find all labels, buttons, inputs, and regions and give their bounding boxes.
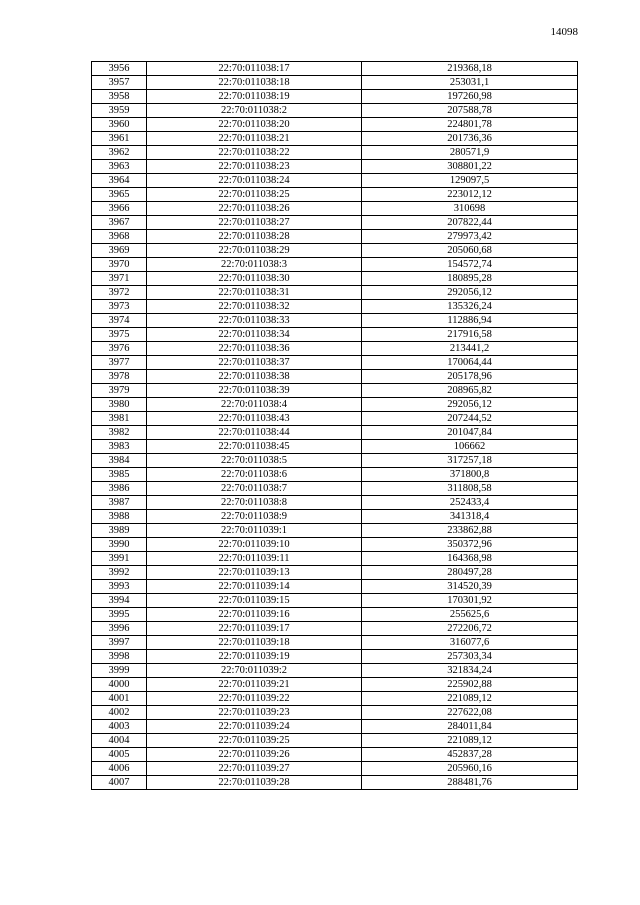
row-number-cell: 3969 <box>92 244 147 258</box>
row-number-cell: 3997 <box>92 636 147 650</box>
table-row <box>92 454 578 468</box>
table-row <box>92 650 578 664</box>
table-row <box>92 76 578 90</box>
table-row <box>92 272 578 286</box>
row-number-cell: 3990 <box>92 538 147 552</box>
row-number-cell: 3991 <box>92 552 147 566</box>
cadastral-value-cell: 255625,6 <box>362 608 578 622</box>
cadastral-value-cell: 371800,8 <box>362 468 578 482</box>
cadastral-number-cell: 22:70:011038:25 <box>147 188 362 202</box>
row-number-cell: 3959 <box>92 104 147 118</box>
row-number-cell: 3960 <box>92 118 147 132</box>
row-number-cell: 3995 <box>92 608 147 622</box>
table-row <box>92 160 578 174</box>
row-number-cell: 3993 <box>92 580 147 594</box>
row-number-cell: 4006 <box>92 762 147 776</box>
cadastral-value-cell: 201047,84 <box>362 426 578 440</box>
row-number-cell: 3989 <box>92 524 147 538</box>
cadastral-number-cell: 22:70:011038:27 <box>147 216 362 230</box>
cadastral-number-cell: 22:70:011039:27 <box>147 762 362 776</box>
cadastral-value-cell: 217916,58 <box>362 328 578 342</box>
table-row <box>92 104 578 118</box>
table-row <box>92 244 578 258</box>
cadastral-value-cell: 452837,28 <box>362 748 578 762</box>
row-number-cell: 3988 <box>92 510 147 524</box>
cadastral-value-cell: 219368,18 <box>362 62 578 76</box>
table-row <box>92 440 578 454</box>
cadastral-number-cell: 22:70:011038:37 <box>147 356 362 370</box>
cadastral-value-cell: 314520,39 <box>362 580 578 594</box>
cadastral-value-cell: 292056,12 <box>362 286 578 300</box>
cadastral-number-cell: 22:70:011039:23 <box>147 706 362 720</box>
row-number-cell: 3985 <box>92 468 147 482</box>
row-number-cell: 3998 <box>92 650 147 664</box>
cadastral-value-cell: 308801,22 <box>362 160 578 174</box>
table-body <box>92 62 578 790</box>
row-number-cell: 4007 <box>92 776 147 790</box>
table-row <box>92 622 578 636</box>
row-number-cell: 3961 <box>92 132 147 146</box>
row-number-cell: 4000 <box>92 678 147 692</box>
row-number-cell: 3962 <box>92 146 147 160</box>
cadastral-value-cell: 170301,92 <box>362 594 578 608</box>
cadastral-number-cell: 22:70:011038:31 <box>147 286 362 300</box>
row-number-cell: 3975 <box>92 328 147 342</box>
row-number-cell: 3976 <box>92 342 147 356</box>
cadastral-number-cell: 22:70:011038:6 <box>147 468 362 482</box>
cadastral-value-cell: 201736,36 <box>362 132 578 146</box>
cadastral-value-cell: 279973,42 <box>362 230 578 244</box>
row-number-cell: 3968 <box>92 230 147 244</box>
table-row <box>92 118 578 132</box>
cadastral-value-cell: 280497,28 <box>362 566 578 580</box>
row-number-cell: 3982 <box>92 426 147 440</box>
table-row <box>92 496 578 510</box>
cadastral-number-cell: 22:70:011039:26 <box>147 748 362 762</box>
cadastral-number-cell: 22:70:011038:26 <box>147 202 362 216</box>
cadastral-number-cell: 22:70:011038:9 <box>147 510 362 524</box>
table-row <box>92 356 578 370</box>
cadastral-number-cell: 22:70:011038:19 <box>147 90 362 104</box>
cadastral-number-cell: 22:70:011038:45 <box>147 440 362 454</box>
cadastral-number-cell: 22:70:011039:22 <box>147 692 362 706</box>
cadastral-number-cell: 22:70:011038:43 <box>147 412 362 426</box>
cadastral-value-cell: 207822,44 <box>362 216 578 230</box>
row-number-cell: 3967 <box>92 216 147 230</box>
cadastral-number-cell: 22:70:011038:39 <box>147 384 362 398</box>
cadastral-value-cell: 205060,68 <box>362 244 578 258</box>
cadastral-number-cell: 22:70:011039:13 <box>147 566 362 580</box>
cadastral-number-cell: 22:70:011039:24 <box>147 720 362 734</box>
table-row <box>92 188 578 202</box>
table-row <box>92 664 578 678</box>
table-row <box>92 426 578 440</box>
cadastral-number-cell: 22:70:011039:28 <box>147 776 362 790</box>
cadastral-number-cell: 22:70:011038:33 <box>147 314 362 328</box>
row-number-cell: 3958 <box>92 90 147 104</box>
cadastral-number-cell: 22:70:011039:10 <box>147 538 362 552</box>
cadastral-number-cell: 22:70:011038:2 <box>147 104 362 118</box>
cadastral-number-cell: 22:70:011038:36 <box>147 342 362 356</box>
row-number-cell: 3987 <box>92 496 147 510</box>
row-number-cell: 3986 <box>92 482 147 496</box>
table-row <box>92 734 578 748</box>
cadastral-number-cell: 22:70:011039:17 <box>147 622 362 636</box>
cadastral-value-cell: 321834,24 <box>362 664 578 678</box>
table-row <box>92 384 578 398</box>
table-row <box>92 566 578 580</box>
cadastral-value-cell: 253031,1 <box>362 76 578 90</box>
row-number-cell: 3999 <box>92 664 147 678</box>
table-row <box>92 398 578 412</box>
cadastral-value-cell: 106662 <box>362 440 578 454</box>
cadastral-value-cell: 154572,74 <box>362 258 578 272</box>
row-number-cell: 3983 <box>92 440 147 454</box>
table-row <box>92 776 578 790</box>
cadastral-value-cell: 207588,78 <box>362 104 578 118</box>
table-row <box>92 328 578 342</box>
cadastral-number-cell: 22:70:011038:4 <box>147 398 362 412</box>
table-row <box>92 132 578 146</box>
table-row <box>92 608 578 622</box>
cadastral-value-cell: 208965,82 <box>362 384 578 398</box>
cadastral-value-cell: 311808,58 <box>362 482 578 496</box>
row-number-cell: 3980 <box>92 398 147 412</box>
table-row <box>92 510 578 524</box>
cadastral-value-cell: 180895,28 <box>362 272 578 286</box>
cadastral-value-cell: 221089,12 <box>362 734 578 748</box>
table-row <box>92 678 578 692</box>
cadastral-value-cell: 223012,12 <box>362 188 578 202</box>
cadastral-value-cell: 272206,72 <box>362 622 578 636</box>
cadastral-value-cell: 135326,24 <box>362 300 578 314</box>
table-row <box>92 62 578 76</box>
row-number-cell: 4005 <box>92 748 147 762</box>
table-row <box>92 202 578 216</box>
table-row <box>92 90 578 104</box>
cadastral-value-cell: 257303,34 <box>362 650 578 664</box>
cadastral-value-cell: 205960,16 <box>362 762 578 776</box>
cadastral-number-cell: 22:70:011038:38 <box>147 370 362 384</box>
cadastral-value-cell: 233862,88 <box>362 524 578 538</box>
cadastral-number-cell: 22:70:011038:34 <box>147 328 362 342</box>
row-number-cell: 3957 <box>92 76 147 90</box>
row-number-cell: 3974 <box>92 314 147 328</box>
cadastral-number-cell: 22:70:011038:22 <box>147 146 362 160</box>
cadastral-number-cell: 22:70:011038:28 <box>147 230 362 244</box>
cadastral-value-cell: 252433,4 <box>362 496 578 510</box>
cadastral-number-cell: 22:70:011039:19 <box>147 650 362 664</box>
cadastral-value-cell: 316077,6 <box>362 636 578 650</box>
cadastral-value-cell: 227622,08 <box>362 706 578 720</box>
table-row <box>92 720 578 734</box>
cadastral-value-cell: 170064,44 <box>362 356 578 370</box>
table-row <box>92 762 578 776</box>
row-number-cell: 3977 <box>92 356 147 370</box>
cadastral-value-cell: 225902,88 <box>362 678 578 692</box>
row-number-cell: 3992 <box>92 566 147 580</box>
cadastral-value-cell: 350372,96 <box>362 538 578 552</box>
row-number-cell: 3970 <box>92 258 147 272</box>
table-row <box>92 748 578 762</box>
table-row <box>92 370 578 384</box>
row-number-cell: 3963 <box>92 160 147 174</box>
row-number-cell: 3972 <box>92 286 147 300</box>
cadastral-value-cell: 197260,98 <box>362 90 578 104</box>
cadastral-number-cell: 22:70:011038:8 <box>147 496 362 510</box>
row-number-cell: 3971 <box>92 272 147 286</box>
table-row <box>92 580 578 594</box>
cadastral-value-cell: 224801,78 <box>362 118 578 132</box>
cadastral-number-cell: 22:70:011039:18 <box>147 636 362 650</box>
cadastral-value-table <box>91 61 578 790</box>
row-number-cell: 3981 <box>92 412 147 426</box>
row-number-cell: 3979 <box>92 384 147 398</box>
cadastral-number-cell: 22:70:011038:18 <box>147 76 362 90</box>
row-number-cell: 3966 <box>92 202 147 216</box>
row-number-cell: 3984 <box>92 454 147 468</box>
cadastral-value-cell: 221089,12 <box>362 692 578 706</box>
cadastral-number-cell: 22:70:011038:7 <box>147 482 362 496</box>
table-row <box>92 230 578 244</box>
table-row <box>92 552 578 566</box>
table-row <box>92 482 578 496</box>
cadastral-number-cell: 22:70:011038:23 <box>147 160 362 174</box>
cadastral-value-cell: 280571,9 <box>362 146 578 160</box>
row-number-cell: 4002 <box>92 706 147 720</box>
table-row <box>92 258 578 272</box>
table-row <box>92 538 578 552</box>
cadastral-value-cell: 288481,76 <box>362 776 578 790</box>
cadastral-value-cell: 284011,84 <box>362 720 578 734</box>
cadastral-value-cell: 310698 <box>362 202 578 216</box>
row-number-cell: 3996 <box>92 622 147 636</box>
cadastral-number-cell: 22:70:011039:21 <box>147 678 362 692</box>
cadastral-number-cell: 22:70:011039:11 <box>147 552 362 566</box>
cadastral-number-cell: 22:70:011038:29 <box>147 244 362 258</box>
table-row <box>92 174 578 188</box>
table-row <box>92 146 578 160</box>
cadastral-number-cell: 22:70:011038:3 <box>147 258 362 272</box>
cadastral-number-cell: 22:70:011038:17 <box>147 62 362 76</box>
cadastral-number-cell: 22:70:011039:15 <box>147 594 362 608</box>
table-row <box>92 524 578 538</box>
cadastral-number-cell: 22:70:011038:5 <box>147 454 362 468</box>
cadastral-number-cell: 22:70:011039:25 <box>147 734 362 748</box>
table-row <box>92 706 578 720</box>
cadastral-number-cell: 22:70:011039:1 <box>147 524 362 538</box>
cadastral-value-cell: 129097,5 <box>362 174 578 188</box>
table-row <box>92 314 578 328</box>
row-number-cell: 3973 <box>92 300 147 314</box>
row-number-cell: 3964 <box>92 174 147 188</box>
cadastral-value-cell: 164368,98 <box>362 552 578 566</box>
cadastral-value-cell: 317257,18 <box>362 454 578 468</box>
table-row <box>92 412 578 426</box>
cadastral-value-cell: 207244,52 <box>362 412 578 426</box>
cadastral-number-cell: 22:70:011038:44 <box>147 426 362 440</box>
cadastral-number-cell: 22:70:011039:2 <box>147 664 362 678</box>
table-row <box>92 342 578 356</box>
table-row <box>92 216 578 230</box>
cadastral-number-cell: 22:70:011039:16 <box>147 608 362 622</box>
row-number-cell: 4004 <box>92 734 147 748</box>
table-row <box>92 636 578 650</box>
table-row <box>92 286 578 300</box>
cadastral-value-cell: 341318,4 <box>362 510 578 524</box>
cadastral-value-cell: 112886,94 <box>362 314 578 328</box>
cadastral-number-cell: 22:70:011038:20 <box>147 118 362 132</box>
row-number-cell: 3978 <box>92 370 147 384</box>
row-number-cell: 3956 <box>92 62 147 76</box>
table-row <box>92 594 578 608</box>
row-number-cell: 3994 <box>92 594 147 608</box>
cadastral-number-cell: 22:70:011039:14 <box>147 580 362 594</box>
page-number: 14098 <box>550 26 578 38</box>
cadastral-number-cell: 22:70:011038:32 <box>147 300 362 314</box>
cadastral-number-cell: 22:70:011038:30 <box>147 272 362 286</box>
table-row <box>92 468 578 482</box>
table-row <box>92 692 578 706</box>
row-number-cell: 3965 <box>92 188 147 202</box>
table-row <box>92 300 578 314</box>
cadastral-number-cell: 22:70:011038:24 <box>147 174 362 188</box>
cadastral-value-cell: 205178,96 <box>362 370 578 384</box>
cadastral-value-cell: 292056,12 <box>362 398 578 412</box>
row-number-cell: 4001 <box>92 692 147 706</box>
row-number-cell: 4003 <box>92 720 147 734</box>
cadastral-value-cell: 213441,2 <box>362 342 578 356</box>
cadastral-number-cell: 22:70:011038:21 <box>147 132 362 146</box>
